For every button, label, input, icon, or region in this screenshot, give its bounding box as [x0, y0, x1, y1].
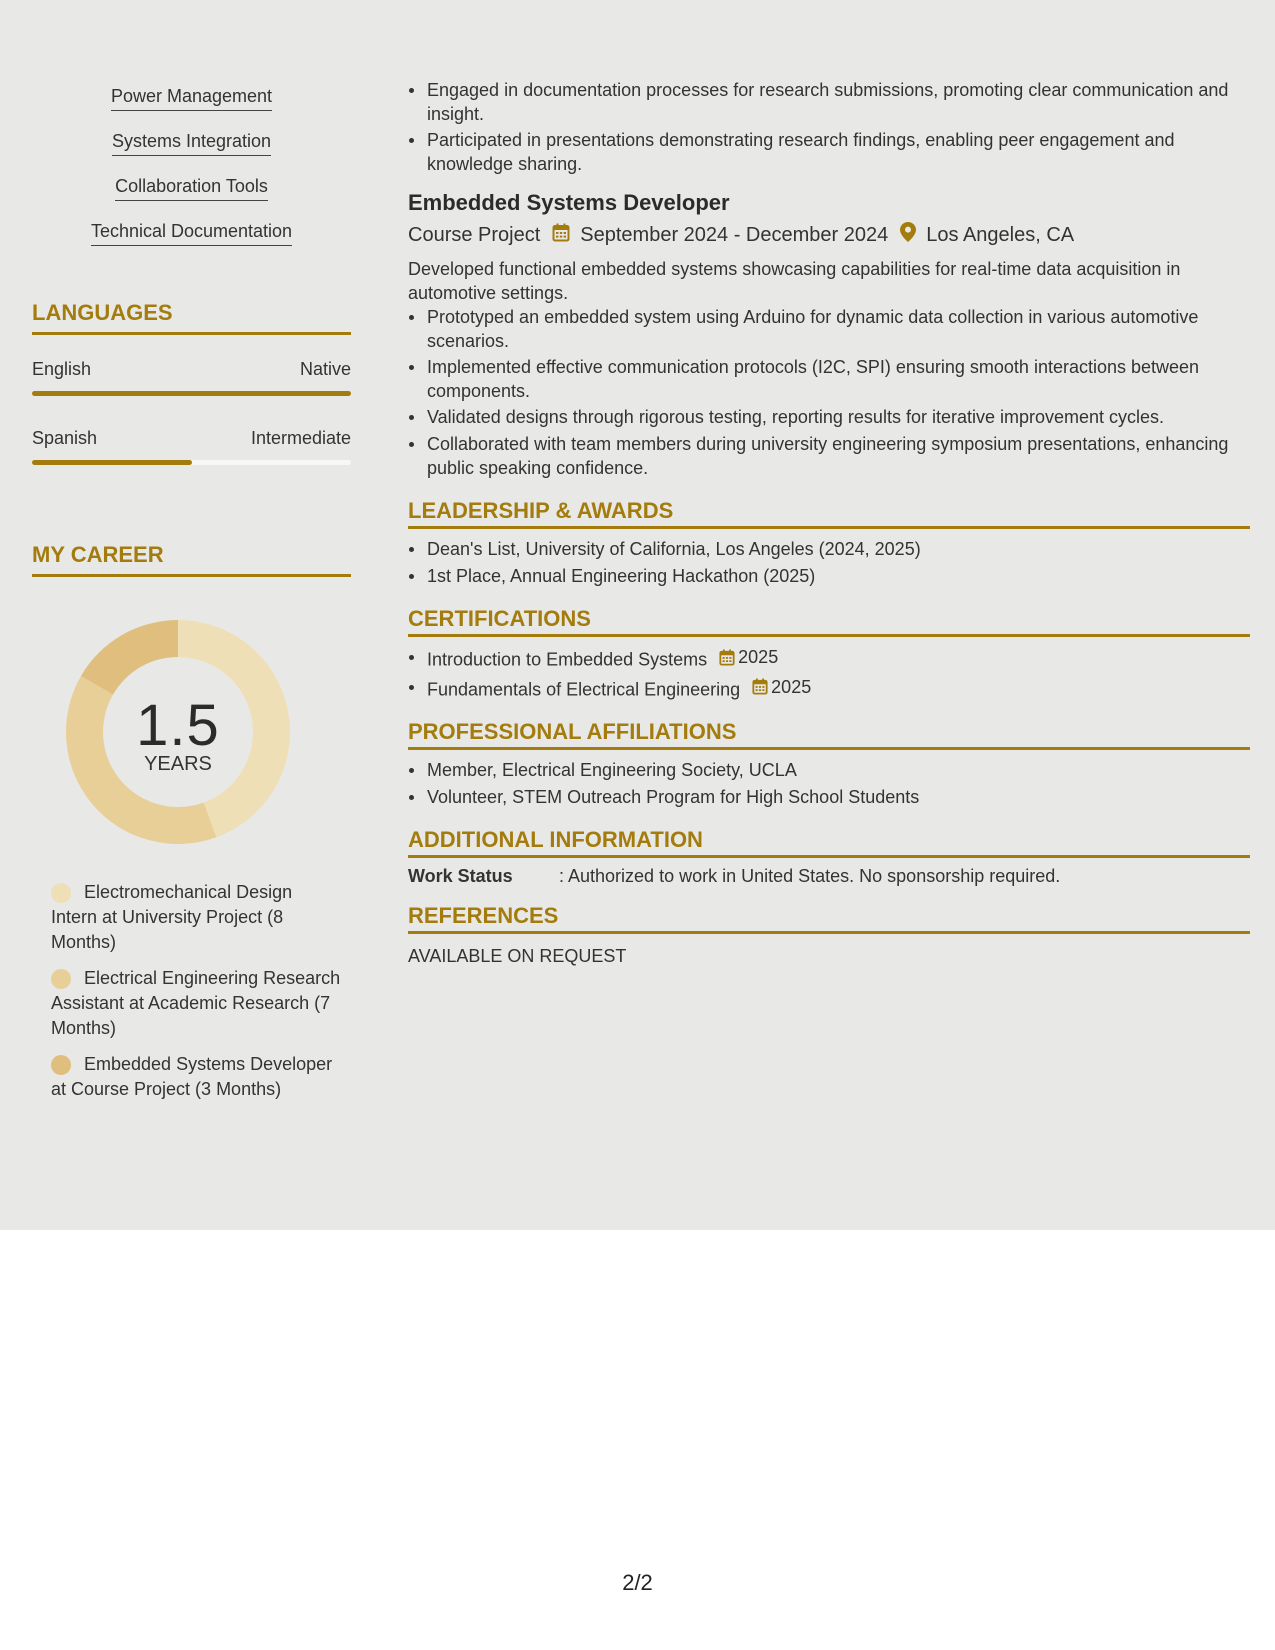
legend-label: Embedded Systems Developer at Course Project (3 Months) [51, 1054, 333, 1099]
language-name: English [32, 359, 92, 379]
skill-item: Technical Documentation [91, 221, 292, 246]
references-text: AVAILABLE ON REQUEST [408, 946, 627, 966]
bullet-item: Engaged in documentation processes for research submissions, promoting clear communication and insight. [408, 78, 1250, 126]
skill-item: Systems Integration [112, 131, 271, 156]
languages-heading: LANGUAGES [32, 300, 351, 335]
job-description: Developed functional embedded systems showcasing capabilities for real-time data acquisition in automotive settings. [408, 259, 1181, 303]
certification-year: 2025 [771, 676, 812, 697]
legend-dot [51, 969, 71, 989]
awards-heading: LEADERSHIP & AWARDS [408, 498, 1250, 529]
legend-dot [51, 883, 71, 903]
language-proficiency-bar [32, 391, 351, 396]
certifications-list [408, 645, 1250, 701]
affiliations-list [408, 758, 1250, 809]
calendar-icon [752, 678, 768, 695]
award-item: Dean's List, University of California, Los Angeles (2024, 2025) [408, 537, 1250, 561]
bullet-item: Implemented effective communication protocols (I2C, SPI) ensuring smooth interactions between components. [408, 355, 1250, 403]
career-legend [51, 880, 341, 1113]
page-number: 2/2 [622, 1570, 653, 1595]
job-meta [408, 222, 1250, 248]
bullet-item: Prototyped an embedded system using Arduino for dynamic data collection in various automotive scenarios. [408, 305, 1250, 353]
job-location: Los Angeles, CA [926, 223, 1075, 246]
skills-list [32, 86, 351, 266]
language-proficiency-fill [32, 460, 192, 465]
certification-year: 2025 [738, 647, 779, 667]
work-status-value: : Authorized to work in United States. No sponsorship required. [559, 866, 1061, 886]
award-item: 1st Place, Annual Engineering Hackathon (2025) [408, 564, 1250, 588]
additional-info-heading: ADDITIONAL INFORMATION [408, 827, 1250, 858]
career-heading: MY CAREER [32, 542, 351, 577]
legend-dot [51, 1055, 71, 1075]
bullet-item: Validated designs through rigorous testing, reporting results for iterative improvement cycles. [408, 405, 1250, 429]
certification-name: Introduction to Embedded Systems [427, 649, 708, 670]
calendar-icon [552, 223, 570, 248]
skill-item: Power Management [111, 86, 272, 111]
work-status-row [408, 866, 1250, 887]
location-pin-icon [900, 222, 916, 248]
bullet-item: Collaborated with team members during university engineering symposium presentations, enhancing public speaking confidence. [408, 432, 1250, 480]
language-level: Intermediate [250, 428, 351, 448]
legend-label: Electrical Engineering Research Assistant at Academic Research (7 Months) [51, 968, 341, 1038]
calendar-icon [719, 649, 735, 666]
affiliation-item: Member, Electrical Engineering Society, UCLA [408, 758, 1250, 782]
career-donut-chart [66, 620, 290, 844]
right-column [408, 78, 1250, 967]
legend-item [51, 966, 341, 1041]
donut-segment-3 [81, 620, 178, 695]
job-dates: September 2024 - December 2024 [580, 223, 889, 246]
work-status-key: Work Status [408, 866, 513, 886]
job-bullets [408, 305, 1250, 480]
job-company: Course Project [408, 223, 541, 246]
language-proficiency-bar [32, 460, 351, 465]
career-total-years: 1.5 [136, 693, 220, 758]
language-proficiency-fill [32, 391, 351, 396]
legend-item [51, 1052, 341, 1102]
references-heading: REFERENCES [408, 903, 1250, 934]
awards-list [408, 537, 1250, 588]
affiliation-item: Volunteer, STEM Outreach Program for High School Students [408, 785, 1250, 809]
certification-item [408, 675, 1250, 702]
bullet-item: Participated in presentations demonstrating research findings, enabling peer engagement and knowledge sharing. [408, 128, 1250, 176]
job-title: Embedded Systems Developer [408, 190, 730, 215]
previous-job-bullets [408, 78, 1250, 176]
legend-item [51, 880, 341, 955]
career-years-unit: YEARS [144, 753, 212, 775]
legend-label: Electromechanical Design Intern at University Project (8 Months) [51, 882, 293, 952]
certification-item [408, 645, 1250, 672]
skill-item: Collaboration Tools [115, 176, 268, 201]
affiliations-heading: PROFESSIONAL AFFILIATIONS [408, 719, 1250, 750]
certification-name: Fundamentals of Electrical Engineering [427, 679, 741, 699]
certifications-heading: CERTIFICATIONS [408, 606, 1250, 637]
language-name: Spanish [32, 428, 98, 448]
language-level: Native [299, 359, 351, 379]
